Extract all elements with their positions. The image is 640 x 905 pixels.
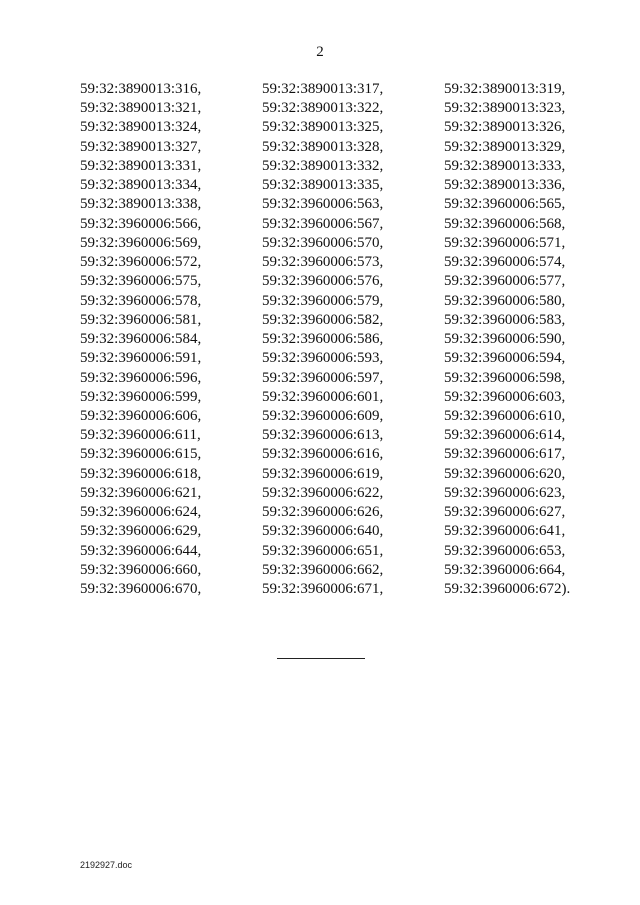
cadastral-number-list-body — [80, 80, 600, 599]
list-row — [80, 445, 600, 464]
list-row — [80, 542, 600, 561]
list-row — [80, 176, 600, 195]
list-row — [80, 80, 600, 99]
cadastral-number: 59:32:3960006:664, — [444, 561, 566, 578]
cadastral-number: 59:32:3890013:325, — [262, 119, 384, 136]
cadastral-number: 59:32:3960006:583, — [444, 311, 566, 328]
list-row — [80, 157, 600, 176]
cadastral-number: 59:32:3960006:566, — [80, 215, 202, 232]
cadastral-number: 59:32:3960006:573, — [262, 254, 384, 271]
cadastral-number: 59:32:3960006:593, — [262, 350, 384, 367]
cadastral-number: 59:32:3960006:574, — [444, 254, 566, 271]
cadastral-number: 59:32:3960006:567, — [262, 215, 384, 232]
list-row — [80, 138, 600, 157]
list-row — [80, 369, 600, 388]
list-row — [80, 522, 600, 541]
cadastral-number: 59:32:3960006:591, — [80, 350, 202, 367]
list-row — [80, 195, 600, 214]
end-of-list-rule — [277, 658, 365, 659]
cadastral-number: 59:32:3960006:641, — [444, 523, 566, 540]
cadastral-number: 59:32:3960006:579, — [262, 292, 384, 309]
cadastral-number: 59:32:3960006:672). — [444, 581, 571, 598]
cadastral-number: 59:32:3960006:613, — [262, 427, 384, 444]
list-row — [80, 99, 600, 118]
cadastral-number: 59:32:3890013:334, — [80, 177, 202, 194]
cadastral-number: 59:32:3960006:563, — [262, 196, 384, 213]
cadastral-number: 59:32:3960006:627, — [444, 504, 566, 521]
cadastral-number: 59:32:3960006:603, — [444, 388, 566, 405]
cadastral-number: 59:32:3890013:327, — [80, 138, 202, 155]
cadastral-number: 59:32:3890013:319, — [444, 81, 566, 97]
cadastral-number: 59:32:3960006:568, — [444, 215, 566, 232]
cadastral-number: 59:32:3960006:601, — [262, 388, 384, 405]
cadastral-number: 59:32:3960006:582, — [262, 311, 384, 328]
cadastral-number: 59:32:3960006:577, — [444, 273, 566, 290]
list-row — [80, 465, 600, 484]
cadastral-number: 59:32:3960006:626, — [262, 504, 384, 521]
cadastral-number: 59:32:3960006:581, — [80, 311, 202, 328]
cadastral-number: 59:32:3890013:317, — [262, 81, 384, 97]
page-number: 2 — [316, 44, 324, 60]
cadastral-number: 59:32:3960006:622, — [262, 484, 384, 501]
cadastral-number: 59:32:3960006:590, — [444, 331, 566, 348]
list-row — [80, 426, 600, 445]
cadastral-number: 59:32:3960006:619, — [262, 465, 384, 482]
cadastral-number: 59:32:3960006:615, — [80, 446, 202, 463]
cadastral-number: 59:32:3960006:616, — [262, 446, 384, 463]
cadastral-number: 59:32:3890013:338, — [80, 196, 202, 213]
cadastral-number: 59:32:3960006:580, — [444, 292, 566, 309]
cadastral-number: 59:32:3960006:594, — [444, 350, 566, 367]
cadastral-number: 59:32:3960006:578, — [80, 292, 202, 309]
list-row — [80, 388, 600, 407]
list-row — [80, 272, 600, 291]
list-row — [80, 407, 600, 426]
list-row — [80, 580, 600, 599]
list-row — [80, 234, 600, 253]
list-row — [80, 215, 600, 234]
cadastral-number: 59:32:3960006:614, — [444, 427, 566, 444]
cadastral-number: 59:32:3960006:660, — [80, 561, 202, 578]
list-row — [80, 118, 600, 137]
cadastral-number: 59:32:3890013:323, — [444, 100, 566, 117]
list-row — [80, 292, 600, 311]
list-row — [80, 484, 600, 503]
cadastral-number: 59:32:3960006:662, — [262, 561, 384, 578]
cadastral-number: 59:32:3960006:640, — [262, 523, 384, 540]
cadastral-number: 59:32:3960006:620, — [444, 465, 566, 482]
cadastral-number: 59:32:3960006:576, — [262, 273, 384, 290]
cadastral-number: 59:32:3960006:571, — [444, 234, 566, 251]
cadastral-number: 59:32:3960006:629, — [80, 523, 202, 540]
cadastral-number: 59:32:3960006:575, — [80, 273, 202, 290]
cadastral-number: 59:32:3960006:644, — [80, 542, 202, 559]
cadastral-number: 59:32:3960006:624, — [80, 504, 202, 521]
cadastral-number: 59:32:3890013:321, — [80, 100, 202, 117]
cadastral-number: 59:32:3890013:328, — [262, 138, 384, 155]
cadastral-number: 59:32:3890013:324, — [80, 119, 202, 136]
cadastral-number: 59:32:3960006:621, — [80, 484, 202, 501]
cadastral-number: 59:32:3960006:606, — [80, 407, 202, 424]
list-row — [80, 311, 600, 330]
cadastral-number: 59:32:3960006:569, — [80, 234, 202, 251]
cadastral-number: 59:32:3960006:623, — [444, 484, 566, 501]
cadastral-number: 59:32:3960006:670, — [80, 581, 202, 598]
cadastral-number: 59:32:3960006:609, — [262, 407, 384, 424]
cadastral-number: 59:32:3890013:331, — [80, 157, 202, 174]
cadastral-number: 59:32:3960006:597, — [262, 369, 384, 386]
cadastral-number: 59:32:3960006:610, — [444, 407, 566, 424]
cadastral-number: 59:32:3960006:570, — [262, 234, 384, 251]
cadastral-number: 59:32:3890013:326, — [444, 119, 566, 136]
cadastral-number: 59:32:3960006:598, — [444, 369, 566, 386]
cadastral-number: 59:32:3890013:335, — [262, 177, 384, 194]
cadastral-number: 59:32:3960006:572, — [80, 254, 202, 271]
cadastral-number: 59:32:3890013:329, — [444, 138, 566, 155]
cadastral-number: 59:32:3960006:599, — [80, 388, 202, 405]
cadastral-number: 59:32:3960006:611, — [80, 427, 201, 444]
cadastral-number: 59:32:3960006:671, — [262, 581, 384, 598]
list-row — [80, 253, 600, 272]
cadastral-number: 59:32:3960006:596, — [80, 369, 202, 386]
list-row — [80, 349, 600, 368]
cadastral-number: 59:32:3960006:651, — [262, 542, 384, 559]
cadastral-number: 59:32:3960006:618, — [80, 465, 202, 482]
cadastral-number: 59:32:3890013:332, — [262, 157, 384, 174]
cadastral-number: 59:32:3890013:336, — [444, 177, 566, 194]
cadastral-number: 59:32:3960006:565, — [444, 196, 566, 213]
cadastral-number: 59:32:3960006:617, — [444, 446, 566, 463]
list-row — [80, 330, 600, 349]
list-row — [80, 503, 600, 522]
cadastral-number: 59:32:3890013:333, — [444, 157, 566, 174]
cadastral-number: 59:32:3890013:322, — [262, 100, 384, 117]
cadastral-number-list — [80, 80, 600, 599]
cadastral-number: 59:32:3960006:586, — [262, 331, 384, 348]
footer-filename: 2192927.doc — [80, 860, 133, 870]
cadastral-number: 59:32:3960006:584, — [80, 331, 202, 348]
cadastral-number: 59:32:3960006:653, — [444, 542, 566, 559]
list-row — [80, 561, 600, 580]
cadastral-number: 59:32:3890013:316, — [80, 81, 202, 97]
